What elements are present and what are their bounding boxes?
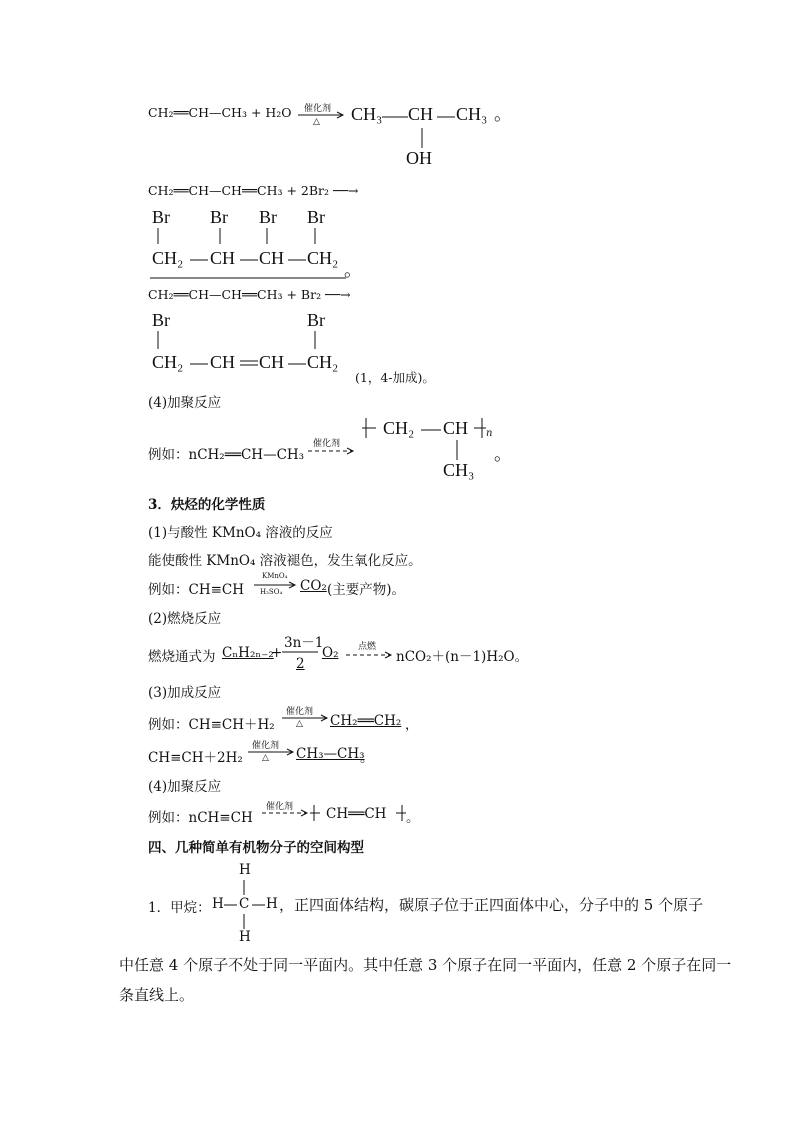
condition-top: KMnO₄	[262, 572, 288, 580]
poly-product: CH══CH	[326, 806, 387, 822]
kmno4-suffix: (主要产物)。	[327, 582, 406, 598]
butadiene-equation-2: CH₂══CH—CH══CH₃ + Br₂ ──→	[148, 287, 351, 302]
section-heading: 3．炔烃的化学性质	[148, 497, 266, 513]
catalyst-label: 催化剂	[313, 439, 341, 449]
reaction-arrow	[262, 808, 312, 818]
br-bonds	[155, 331, 355, 351]
body-line: 中任意 4 个原子不处于同一平面内。其中任意 3 个原子在同一平面内，任意 2 个原子在同一	[119, 956, 732, 974]
product-ch: CH	[408, 104, 434, 124]
product-ch3-right: CH₃	[456, 104, 488, 124]
product-oh: OH	[406, 148, 432, 168]
polymer-ch2: CH₂	[383, 418, 415, 438]
chain-ch2: CH₂	[152, 248, 184, 268]
kmno4-text: 能使酸性 KMnO₄ 溶液褪色，发生氧化反应。	[148, 553, 422, 569]
ignite-label: 点燃	[358, 642, 377, 652]
catalyst-label: 催化剂	[266, 802, 294, 812]
br-label: Br	[259, 207, 277, 227]
methane-prefix: 1．甲烷：	[148, 900, 211, 916]
methane-h-bottom: H	[239, 929, 251, 945]
reaction-arrow	[308, 446, 358, 456]
subsection-heading: (2)燃烧反应	[148, 611, 222, 627]
addition-example-2: CH≡CH＋2H₂	[148, 750, 243, 766]
condition-bottom: H₂SO₄	[260, 588, 283, 596]
body-line: 条直线上。	[119, 986, 195, 1004]
combustion-formula: CₙH₂ₙ₋₂	[222, 645, 274, 661]
polymer-ch: CH	[443, 418, 469, 438]
methane-c: C	[239, 896, 250, 912]
addition-note: (1，4-加成)。	[355, 370, 435, 385]
chain-ch2: CH₂	[152, 352, 184, 372]
bond-line-vertical	[455, 440, 459, 462]
methane-description: ，正四面体结构，碳原子位于正四面体中心，分子中的 5 个原子	[279, 896, 704, 914]
subsection-heading: (4)加聚反应	[148, 779, 222, 795]
catalyst-label: 催化剂	[286, 707, 314, 717]
period: 。	[360, 750, 374, 766]
propene-hydration-reactants: CH₂══CH—CH₃ + H₂O	[148, 105, 292, 120]
poly-example: 例如：nCH≡CH	[148, 810, 253, 826]
br-label: Br	[152, 207, 170, 227]
br-label: Br	[210, 207, 228, 227]
polymer-ch3: CH₃	[443, 460, 475, 480]
catalyst-label: 催化剂	[304, 104, 332, 114]
butadiene-equation-1: CH₂══CH—CH══CH₃ + 2Br₂ ──→	[148, 183, 359, 198]
addition-product-1: CH₂══CH₂	[330, 713, 402, 729]
kmno4-example: 例如：CH≡CH	[148, 582, 245, 598]
combustion-products: nCO₂＋(n－1)H₂O。	[396, 649, 529, 665]
reaction-arrow	[298, 110, 348, 120]
plus-sign: +	[271, 645, 283, 661]
oxygen: O₂	[322, 645, 339, 661]
subsection-heading: (1)与酸性 KMnO₄ 溶液的反应	[148, 525, 333, 541]
polymer-example: 例如：nCH₂══CH—CH₃	[148, 447, 305, 463]
comma: ，	[405, 717, 419, 733]
chain-ch: CH	[210, 352, 236, 372]
bond-line-vertical	[420, 128, 424, 150]
chain-ch: CH	[259, 248, 285, 268]
methane-bonds	[210, 862, 290, 942]
br-bonds	[155, 228, 355, 248]
combustion-prefix: 燃烧通式为	[148, 649, 216, 665]
fraction-numerator: 3n－1	[284, 635, 324, 651]
addition-product-2: CH₃—CH₃	[296, 746, 365, 762]
addition-example-1: 例如：CH≡CH＋H₂	[148, 717, 275, 733]
reaction-arrow	[282, 713, 332, 723]
subsection-heading: (3)加成反应	[148, 685, 222, 701]
chain-ch2: CH₂	[307, 248, 339, 268]
chain-ch: CH	[259, 352, 285, 372]
reaction-arrow	[254, 580, 298, 590]
kmno4-product: CO₂	[300, 578, 327, 594]
br-label: Br	[152, 310, 170, 330]
period: 。	[406, 810, 420, 826]
chain-ch2: CH₂	[307, 352, 339, 372]
chain-ch: CH	[210, 248, 236, 268]
fraction-denominator: 2	[296, 656, 305, 672]
heat-symbol: △	[313, 117, 320, 127]
br-label: Br	[307, 310, 325, 330]
br-label: Br	[307, 207, 325, 227]
product-underline	[150, 276, 350, 280]
sentence-end: 。	[494, 104, 512, 124]
polymer-n: n	[486, 428, 493, 439]
section-heading: 四、几种简单有机物分子的空间构型	[148, 840, 364, 856]
reaction-arrow	[248, 747, 298, 757]
heat-symbol: △	[296, 719, 303, 729]
product-ch3-left: CH₃	[351, 104, 383, 124]
methane-h-right: H	[266, 896, 278, 912]
fraction-bar	[282, 650, 322, 654]
heat-symbol: △	[262, 753, 269, 763]
methane-h-top: H	[239, 862, 251, 878]
reaction-arrow	[346, 650, 394, 660]
section-heading: (4)加聚反应	[148, 395, 222, 411]
methane-h-left: H	[212, 896, 224, 912]
catalyst-label: 催化剂	[252, 741, 280, 751]
sentence-end: 。	[344, 260, 362, 280]
sentence-end: 。	[494, 444, 512, 464]
